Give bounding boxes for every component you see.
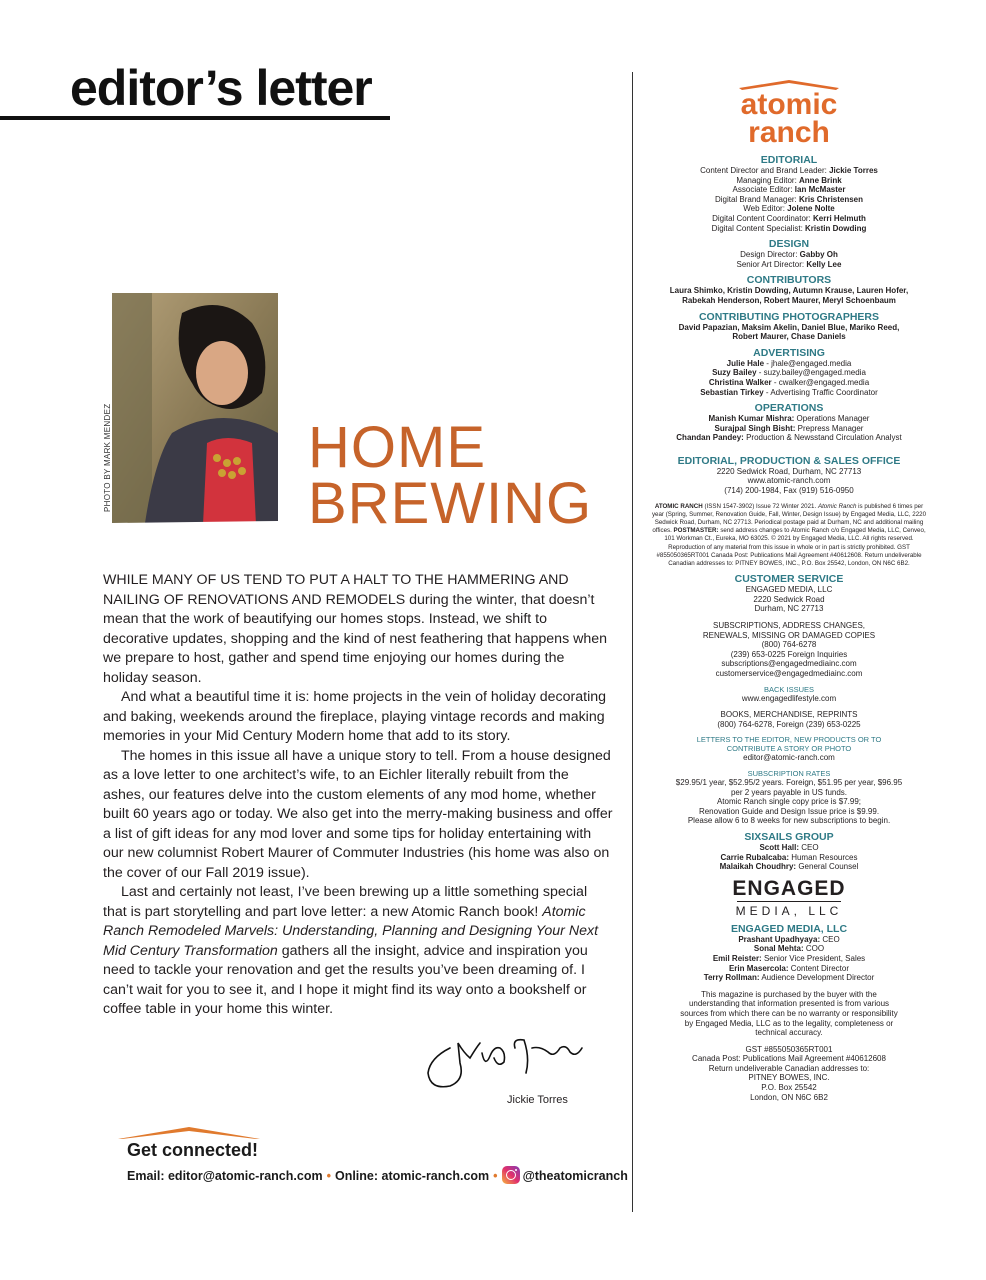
instagram-handle-link[interactable]: @theatomicranch bbox=[522, 1169, 628, 1183]
sixsails-heading: SIXSAILS GROUP bbox=[744, 830, 834, 843]
headline-line-1: HOME bbox=[308, 415, 486, 480]
editorial-list bbox=[648, 166, 930, 233]
engaged-list bbox=[648, 935, 930, 983]
publication-fineprint: ATOMIC RANCH (ISSN 1547-3902) Issue 72 Winter 2021. Atomic Ranch is published 6 times per year (Spring, Summer, Renovation Guide, Fall, Winter, Design Issue) by Engaged Media, LLC, 2220 Sedwick Road, Durham, NC 27713. Periodical postage paid at Durham, NC and additional mailing offices. POSTMASTER: send address changes to Atomic Ranch c/o Engaged Media, LLC, Cenveo, 101 Workman Ct., Eureka, MO 63025. © 2021 by Engaged Media, LLC. All rights reserved. Reproduction of any material from this issue in whole or in part is strictly prohibited. GST #855050365RT001 Canada Post: Publications Mail Agreement #40612608. Return undeliverable Canadian addresses to: PITNEY BOWES, INC., P.O. Box 25542, London, ON N6C 6B2. bbox=[651, 502, 927, 568]
masthead-row: Content Director and Brand Leader: Jickie Torres bbox=[700, 166, 878, 175]
email-link[interactable]: Email: editor@atomic-ranch.com bbox=[127, 1169, 323, 1183]
advertising-list bbox=[648, 359, 930, 397]
svg-text:atomic: atomic bbox=[740, 88, 838, 121]
masthead-row: Managing Editor: Anne Brink bbox=[736, 175, 842, 185]
masthead-row: Christina Walker - cwalker@engaged.media bbox=[708, 377, 870, 387]
masthead-row: Sonal Mehta: COO bbox=[753, 944, 825, 954]
lead-in-caps: WHILE MANY OF US TEND TO PUT A HALT TO THE HAMMERING AND NAILING OF RENOVATIONS AND REMODELS bbox=[103, 572, 569, 608]
design-list bbox=[648, 250, 930, 269]
signature-name: Jickie Torres bbox=[507, 1094, 568, 1106]
letters-heading: LETTERS TO THE EDITOR, NEW PRODUCTS OR TO bbox=[696, 735, 882, 745]
back-issues-heading: BACK ISSUES bbox=[763, 684, 815, 694]
masthead-row: Julie Hale - jhale@engaged.media bbox=[726, 358, 852, 368]
column-divider bbox=[632, 72, 633, 1212]
headline-line-2: BREWING bbox=[308, 471, 593, 536]
sixsails-list bbox=[648, 843, 930, 872]
operations-list bbox=[648, 414, 930, 443]
office-heading: EDITORIAL, PRODUCTION & SALES OFFICE bbox=[677, 454, 901, 467]
get-connected-title: Get connected! bbox=[127, 1140, 259, 1160]
masthead-row: Malaikah Choudhry: General Counsel bbox=[719, 862, 859, 872]
editor-email-link[interactable]: editor@atomic-ranch.com bbox=[743, 753, 835, 763]
masthead-row: Manish Kumar Mishra: Operations Manager bbox=[708, 414, 870, 424]
masthead-row: Surajpal Singh Bisht: Prepress Manager bbox=[714, 423, 864, 433]
masthead: atomic ranch EDITORIAL Content Director and Brand Leader: Jickie Torres Managing Editor: Anne Brink Associate Editor: Ian McMaster Digital Brand Manager: Kris Christensen Web Editor: Jolene Nolte Digital Content Coordinator: Kerri Helmuth Digital Content Specialist: Kristin Dowding DESIGN Design Director: Gabby Oh Senior Art Director: Kelly Lee CONTRIBUTORS Laura Shimko, Kristin Dowding, Autumn Krause, Lauren Hofer, Rabekah Henderson, Robert Maurer, Meryl Schoenbaum CONTRIBUTING PHOTOGRAPHERS David Papazian, Maksim Akelin, Daniel Blue, Mariko Reed, Robert Maurer, Chase Daniels ADVERTISING Julie Hale - jhale@engaged.media Suzy Bailey - suzy.bailey@engaged.media Christina Walker - cwalker@engaged.media Sebastian Tirkey - Advertising Traffic Coordinator OPERATIONS Manish Kumar Mishra: Operations Manager Surajpal Singh Bisht: Prepress Manager Chandan Pandey: Production & Newsstand Circulation Analyst EDITORIAL, PRODUCTION & SALES OFFICE 2220 Sedwick Road, Durham, NC 27713 www.atomic-ranch.com (714) 200-1984, Fax (919) 516-0950 ATOMIC RANCH (ISSN 1547-3902) Issue 72 Winter 2021. Atomic Ranch is published 6 times per year (Spring, Summer, Renovation Guide, Fall, Winter, Design Issue) by Engaged Media, LLC, 2220 Sedwick Road, Durham, NC 27713. Periodical postage paid at Durham, NC and additional mailing offices. POSTMASTER: send address changes to Atomic Ranch c/o Engaged Media, LLC, Cenveo, 101 Workman Ct., Eureka, MO 63025. © 2021 by Engaged Media, LLC. All rights reserved. Reproduction of any material from this issue in whole or in part is strictly prohibited. GST #855050365RT001 Canada Post: Publications Mail Agreement #40612608. Return undeliverable Canadian addresses to: PITNEY BOWES, INC., P.O. Box 25542, London, ON N6C 6B2. CUSTOMER SERVICE ENGAGED MEDIA, LLC 2220 Sedwick Road Durham, NC 27713 SUBSCRIPTIONS, ADDRESS CHANGES, RENEWALS, MISSING OR DAMAGED COPIES (800) 764-6278 (239) 653-0225 Foreign Inquiries subscriptions@engagedmediainc.com customerservice@engagedmediainc.com BACK ISSUES www.engagedlifestyle.com BOOKS, MERCHANDISE, REPRINTS (800) 764-6278, Foreign (239) 653-0225 LETTERS TO THE EDITOR, NEW PRODUCTS OR TO CONTRIBUTE A STORY OR PHOTO editor@atomic-ranch.com SUBSCRIPTION RATES $29.95/1 year, $52.95/2 years. Foreign, $51.95 per year, $96.95 per 2 years payable in US funds. Atomic Ranch single copy price is $7.99; Renovation Guide and Design Issue price is $9.99. Please allow 6 to 8 weeks for new subscriptions to begin. SIXSAILS GROUP Scott Hall: CEO Carrie Rubalcaba: Human Resources Malaikah Choudhry: General Counsel ENGAGED MEDIA, LLC ENGAGED MEDIA, LLC Prashant Upadhyaya: CEO Sonal Mehta: COO Emil Reister: Senior Vice President, Sales Erin Masercola: Content Director Terry Rollman: Audience Development Director This magazine is purchased by the buyer with the understanding that information presented is from various sources from which there can be no warranty or responsibility by Engaged Media, LLC as to the legality, completeness or technical accuracy. GST #855050365RT001 Canada Post: Publications Mail Agreement #40612608 Return undeliverable Canadian addresses to: PITNEY BOWES, INC. P.O. Box 25542 London, ON N6C 6B2 bbox=[648, 78, 930, 1102]
header-rule bbox=[0, 116, 390, 120]
editor-portrait-photo bbox=[112, 293, 278, 545]
photo-credit: PHOTO BY MARK MENDEZ bbox=[103, 403, 112, 512]
instagram-icon[interactable] bbox=[502, 1166, 520, 1184]
customer-service-heading: CUSTOMER SERVICE bbox=[734, 573, 844, 586]
page-title: editor’s letter bbox=[70, 60, 372, 116]
customer-service-email-link[interactable]: customerservice@engagedmediainc.com bbox=[715, 669, 863, 679]
masthead-row: Emil Reister: Senior Vice President, Sales bbox=[712, 953, 866, 963]
engaged-media-logo: ENGAGED MEDIA, LLC bbox=[732, 876, 846, 918]
masthead-row: Digital Content Specialist: Kristin Dowding bbox=[711, 223, 867, 233]
masthead-row: Carrie Rubalcaba: Human Resources bbox=[720, 852, 858, 862]
masthead-row: Digital Content Coordinator: Kerri Helmuth bbox=[712, 213, 866, 223]
masthead-row: Web Editor: Jolene Nolte bbox=[743, 204, 835, 214]
photographers-heading: CONTRIBUTING PHOTOGRAPHERS bbox=[698, 310, 880, 323]
contact-line: Email: editor@atomic-ranch.com • Online: atomic-ranch.com • @theatomicranch bbox=[127, 1166, 628, 1184]
atomic-ranch-logo bbox=[724, 78, 854, 148]
masthead-row: Scott Hall: CEO bbox=[759, 842, 819, 852]
paragraph-1: WHILE MANY OF US TEND TO PUT A HALT TO THE HAMMERING AND NAILING OF RENOVATIONS AND REMODELS during the winter, that doesn’t mean that the work of beautifying our homes stops. Instead, we shift to decorative updates, shopping and the kind of nest feathering that happens when we prepare to host, gather and spend time enjoying our homes during the holiday season. bbox=[103, 572, 608, 686]
svg-text:ranch: ranch bbox=[748, 116, 830, 148]
subscriptions-email-link[interactable]: subscriptions@engagedmediainc.com bbox=[721, 659, 857, 669]
book-title: Atomic Ranch Remodeled Marvels: Understanding, Planning and Designing Your Next Mid Century Transformation bbox=[103, 903, 599, 959]
advertising-heading: ADVERTISING bbox=[753, 346, 825, 359]
website-link[interactable]: www.atomic-ranch.com bbox=[747, 476, 831, 486]
website-link[interactable]: Online: atomic-ranch.com bbox=[334, 1169, 490, 1183]
roof-graphic bbox=[118, 1125, 260, 1139]
masthead-row: Senior Art Director: Kelly Lee bbox=[736, 259, 842, 269]
masthead-row: Suzy Bailey - suzy.bailey@engaged.media bbox=[712, 368, 866, 378]
operations-heading: OPERATIONS bbox=[754, 402, 824, 415]
paragraph-2: And what a beautiful time it is: home projects in the vein of holiday decorating and baking, weekends around the fireplace, playing vintage records and making memories in your Mid Century Modern home that add to its story. bbox=[103, 689, 607, 744]
editorial-heading: EDITORIAL bbox=[760, 154, 818, 166]
masthead-row: Terry Rollman: Audience Development Director bbox=[703, 973, 875, 983]
masthead-row: Sebastian Tirkey - Advertising Traffic Coordinator bbox=[700, 387, 878, 397]
masthead-row: Erin Masercola: Content Director bbox=[728, 963, 850, 973]
masthead-row: Design Director: Gabby Oh bbox=[740, 250, 838, 260]
paragraph-3: The homes in this issue all have a unique story to tell. From a house designed as a love letter to one architect’s wife, to an Eichler literally rebuilt from the ashes, our features delve into the custom elements of any mod home, whether built 60 years ago or today. We also get into the merry-making business and offer a list of gift ideas for any mod lover and some tips for holiday entertaining with our new columnist Robert Maurer of Commuter Industries (his home was also on the cover of our Fall 2019 issue). bbox=[103, 747, 613, 881]
masthead-row: Associate Editor: Ian McMaster bbox=[732, 185, 846, 195]
letter-body bbox=[103, 571, 613, 1020]
paragraph-4: Last and certainly not least, I’ve been brewing up a little something special that is part storytelling and part love letter: a new Atomic Ranch book! Atomic Ranch Remodeled Marvels: Understanding, Planning and Designing Your Next Mid Century Transformation gathers all the insight, advice and inspiration you need to tackle your renovation and get the results you’ve been dreaming of. I can’t wait for you to see it, and I hope it might find its way onto a bookshelf or coffee table in your home this winter. bbox=[103, 884, 599, 1017]
contributors-heading: CONTRIBUTORS bbox=[746, 274, 832, 287]
masthead-row: Chandan Pandey: Production & Newsstand Circulation Analyst bbox=[676, 433, 902, 443]
back-issues-link[interactable]: www.engagedlifestyle.com bbox=[741, 693, 837, 703]
engaged-heading: ENGAGED MEDIA, LLC bbox=[730, 922, 848, 935]
masthead-row: Prashant Upadhyaya: CEO bbox=[738, 934, 840, 944]
masthead-row: Digital Brand Manager: Kris Christensen bbox=[714, 194, 864, 204]
signature-image bbox=[420, 1018, 600, 1098]
rates-heading: SUBSCRIPTION RATES bbox=[747, 769, 831, 778]
design-heading: DESIGN bbox=[768, 238, 810, 251]
